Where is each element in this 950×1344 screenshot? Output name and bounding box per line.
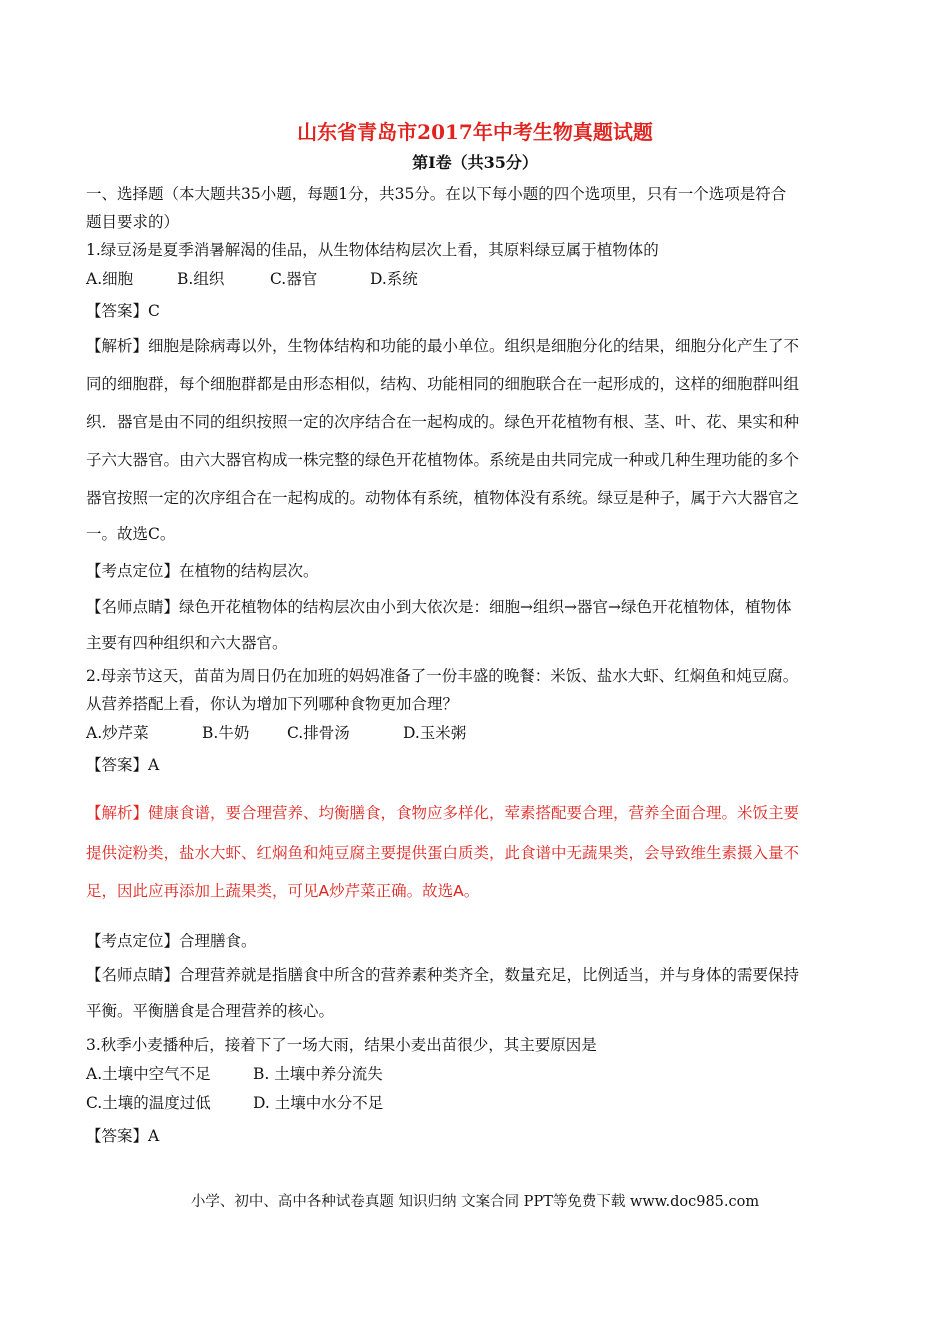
- question-1-analysis-line: 织．器官是由不同的组织按照一定的次序结合在一起构成的。绿色开花植物有根、茎、叶、花、果实和种: [86, 413, 800, 431]
- question-3-answer: 【答案】A: [86, 1127, 160, 1145]
- section-instruction-line-1: 一、选择题（本大题共35小题，每题1分，共35分。在以下每小题的四个选项里，只有一个选项是符合: [86, 185, 787, 203]
- section-instruction-line-2: 题目要求的）: [86, 213, 180, 231]
- question-1-tips-line: 主要有四种组织和六大器官。: [86, 634, 288, 652]
- question-3-stem: 3.秋季小麦播种后，接着下了一场大雨，结果小麦出苗很少，其主要原因是: [86, 1036, 597, 1054]
- option-a: A.炒芹菜: [86, 724, 149, 742]
- option-a: A.土壤中空气不足: [86, 1065, 211, 1083]
- question-2-stem-line: 2.母亲节这天，苗苗为周日仍在加班的妈妈准备了一份丰盛的晚餐：米饭、盐水大虾、红焖鱼和炖豆腐。: [86, 667, 799, 685]
- question-1-analysis-line: 子六大器官。由六大器官构成一株完整的绿色开花植物体。系统是由共同完成一种或几种生理功能的多个: [86, 451, 800, 469]
- option-c: C.土壤的温度过低: [86, 1094, 211, 1112]
- question-2-point: 【考点定位】合理膳食。: [86, 932, 257, 950]
- question-1-tips-line: 【名师点睛】绿色开花植物体的结构层次由小到大依次是：细胞→组织→器官→绿色开花植物体，植物体: [86, 598, 792, 616]
- footer-text: 小学、初中、高中各种试卷真题 知识归纳 文案合同 PPT等免费下载 www.doc985.com: [190, 1194, 760, 1210]
- question-1-answer: 【答案】C: [86, 302, 160, 320]
- option-b: B. 土壤中养分流失: [253, 1065, 383, 1083]
- question-2-analysis-line: 足，因此应再添加上蔬果类，可见A炒芹菜正确。故选A。: [86, 882, 480, 900]
- question-2-answer: 【答案】A: [86, 756, 160, 774]
- option-c: C.器官: [270, 270, 318, 288]
- question-2-analysis-line: 【解析】健康食谱，要合理营养、均衡膳食，食物应多样化，荤素搭配要合理，营养全面合理。米饭主要: [86, 804, 800, 822]
- option-c: C.排骨汤: [287, 724, 350, 742]
- question-1-point: 【考点定位】在植物的结构层次。: [86, 562, 319, 580]
- question-1-analysis-line: 器官按照一定的次序组合在一起构成的。动物体有系统，植物体没有系统。绿豆是种子，属于六大器官之: [86, 489, 800, 507]
- option-d: D. 土壤中水分不足: [253, 1094, 384, 1112]
- question-2-analysis-line: 提供淀粉类，盐水大虾、红焖鱼和炖豆腐主要提供蛋白质类，此食谱中无蔬果类，会导致维生素摄入量不: [86, 844, 800, 862]
- option-d: D.玉米粥: [403, 724, 467, 742]
- page-title: 山东省青岛市2017年中考生物真题试题: [297, 120, 653, 144]
- question-1-analysis-line: 一。故选C。: [86, 525, 176, 543]
- option-b: B.牛奶: [202, 724, 250, 742]
- option-a: A.细胞: [86, 270, 134, 288]
- question-1-analysis-line: 同的细胞群，每个细胞群都是由形态相似，结构、功能相同的细胞联合在一起形成的，这样的细胞群叫组: [86, 375, 800, 393]
- option-d: D.系统: [370, 270, 418, 288]
- question-2-tips-line: 【名师点睛】合理营养就是指膳食中所含的营养素种类齐全，数量充足，比例适当，并与身体的需要保持: [86, 966, 800, 984]
- question-1-stem: 1.绿豆汤是夏季消暑解渴的佳品，从生物体结构层次上看，其原料绿豆属于植物体的: [86, 241, 659, 259]
- page-subtitle: 第Ⅰ卷（共35分）: [412, 153, 538, 172]
- option-b: B.组织: [177, 270, 225, 288]
- question-2-tips-line: 平衡。平衡膳食是合理营养的核心。: [86, 1002, 335, 1020]
- question-2-stem-line: 从营养搭配上看，你认为增加下列哪种食物更加合理？: [86, 695, 459, 713]
- question-1-analysis-line: 【解析】细胞是除病毒以外，生物体结构和功能的最小单位。组织是细胞分化的结果，细胞分化产生了不: [86, 337, 800, 355]
